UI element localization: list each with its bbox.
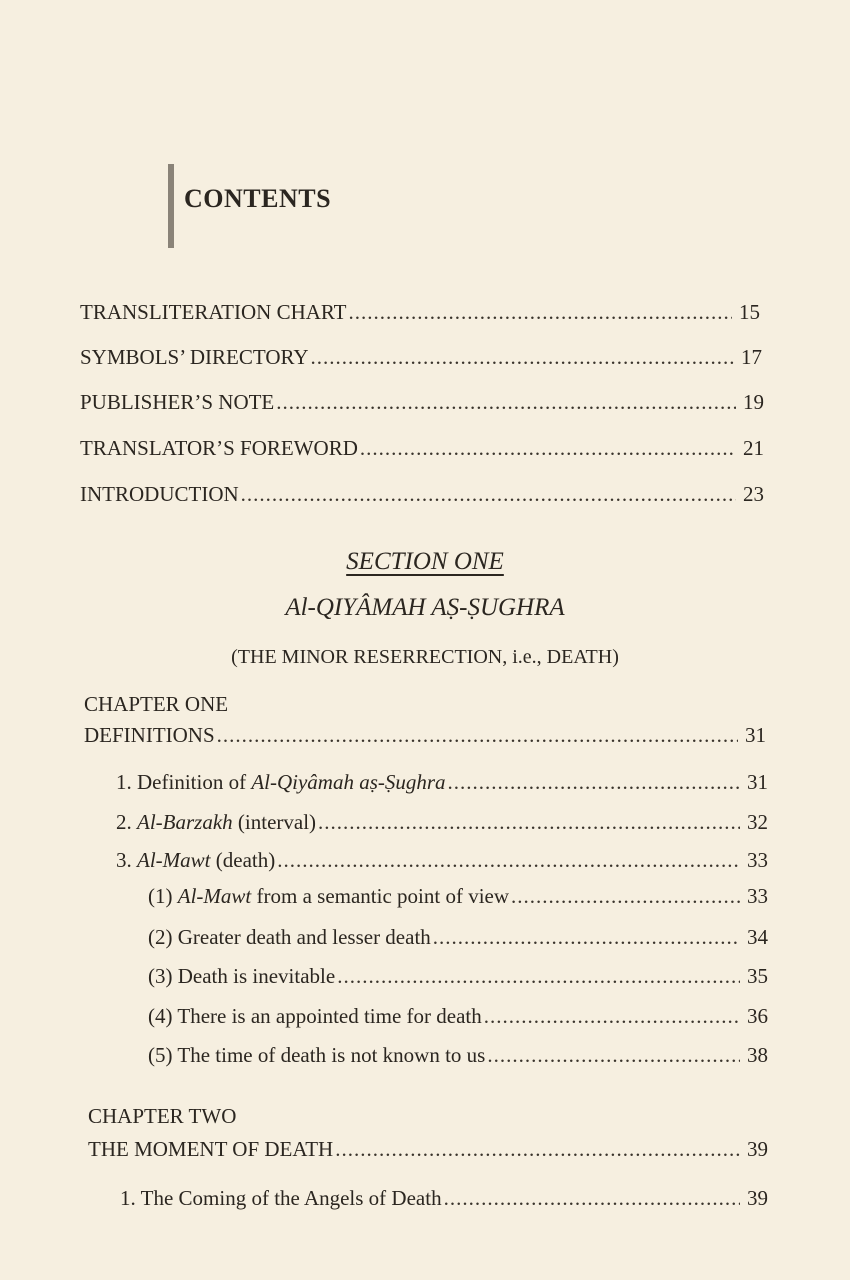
toc-entry-label bbox=[116, 810, 316, 835]
toc-entry-page: 35 bbox=[747, 964, 768, 988]
toc-entry-page: 36 bbox=[747, 1004, 768, 1028]
chapter-heading: CHAPTER ONE bbox=[84, 692, 229, 716]
toc-entry-label bbox=[148, 1004, 482, 1029]
toc-entry bbox=[148, 1043, 768, 1073]
toc-entry-page: 39 bbox=[747, 1137, 768, 1161]
toc-entry bbox=[148, 925, 768, 955]
item-number: 1. bbox=[116, 770, 132, 794]
item-text: Definition of bbox=[137, 770, 252, 794]
item-italic-text: Al-Mawt bbox=[137, 848, 211, 872]
toc-entry-page: 15 bbox=[739, 300, 760, 324]
toc-entry-label: DEFINITIONS bbox=[84, 723, 215, 747]
toc-entry bbox=[148, 884, 768, 914]
dot-leader bbox=[511, 884, 740, 909]
toc-entry-label bbox=[116, 770, 446, 795]
item-italic-text: Al-Mawt bbox=[177, 884, 252, 908]
dot-leader bbox=[448, 770, 740, 795]
item-text: There is an appointed time for death bbox=[177, 1004, 482, 1028]
dot-leader bbox=[241, 482, 736, 507]
toc-entry-page: 23 bbox=[743, 482, 764, 506]
toc-entry-label bbox=[148, 884, 509, 909]
toc-entry bbox=[80, 436, 764, 466]
item-text: (interval) bbox=[232, 810, 317, 834]
toc-entry-label bbox=[148, 925, 431, 950]
dot-leader bbox=[335, 1137, 740, 1162]
dot-leader bbox=[348, 300, 732, 325]
toc-entry bbox=[80, 300, 760, 330]
dot-leader bbox=[217, 723, 738, 748]
dot-leader bbox=[487, 1043, 740, 1068]
toc-entry-label bbox=[120, 1186, 442, 1211]
item-number: 3. bbox=[116, 848, 132, 872]
toc-entry-page: 32 bbox=[747, 810, 768, 834]
section-heading-text: SECTION ONE bbox=[346, 548, 504, 575]
item-number: 2. bbox=[116, 810, 132, 834]
toc-entry-label: INTRODUCTION bbox=[80, 482, 239, 506]
dot-leader bbox=[276, 390, 736, 415]
dot-leader bbox=[318, 810, 740, 835]
dot-leader bbox=[311, 345, 734, 370]
item-text: from a semantic point of view bbox=[251, 884, 510, 908]
item-text: The Coming of the Angels of Death bbox=[140, 1186, 442, 1210]
dot-leader bbox=[433, 925, 740, 950]
chapter-heading: CHAPTER TWO bbox=[88, 1104, 237, 1128]
toc-entry bbox=[80, 390, 764, 420]
dot-leader bbox=[337, 964, 740, 989]
toc-entry-page: 33 bbox=[747, 884, 768, 908]
item-number: (3) bbox=[148, 964, 173, 988]
section-heading bbox=[0, 548, 850, 576]
item-text: Death is inevitable bbox=[177, 964, 336, 988]
toc-entry-page: 19 bbox=[743, 390, 764, 414]
dot-leader bbox=[484, 1004, 740, 1029]
dot-leader bbox=[277, 848, 740, 873]
toc-entry bbox=[116, 848, 768, 878]
toc-entry-label: THE MOMENT OF DEATH bbox=[88, 1137, 334, 1161]
item-italic-text: Al-Barzakh bbox=[137, 810, 233, 834]
toc-entry bbox=[88, 1137, 768, 1167]
dot-leader bbox=[444, 1186, 740, 1211]
toc-entry-label bbox=[148, 964, 335, 989]
item-italic-text: Al-Qiyâmah aṣ-Ṣughra bbox=[251, 770, 446, 794]
toc-entry bbox=[120, 1186, 768, 1216]
toc-entry bbox=[80, 482, 764, 512]
toc-entry-label: SYMBOLS’ DIRECTORY bbox=[80, 345, 309, 369]
toc-entry-page: 39 bbox=[747, 1186, 768, 1210]
item-number: 1. bbox=[120, 1186, 136, 1210]
page-title: CONTENTS bbox=[184, 184, 332, 213]
item-number: (2) bbox=[148, 925, 173, 949]
toc-entry-label: TRANSLITERATION CHART bbox=[80, 300, 347, 324]
toc-entry-label: TRANSLATOR’S FOREWORD bbox=[80, 436, 358, 460]
item-text: The time of death is not known to us bbox=[177, 1043, 486, 1067]
dot-leader bbox=[360, 436, 736, 461]
toc-entry bbox=[148, 964, 768, 994]
toc-entry-page: 38 bbox=[747, 1043, 768, 1067]
item-number: (5) bbox=[148, 1043, 173, 1067]
section-subtitle: Al-QIYÂMAH AṢ-ṢUGHRA bbox=[285, 594, 565, 621]
item-number: (4) bbox=[148, 1004, 173, 1028]
title-accent-bar bbox=[168, 164, 174, 248]
toc-entry-page: 34 bbox=[747, 925, 768, 949]
toc-entry-page: 21 bbox=[743, 436, 764, 460]
toc-entry bbox=[148, 1004, 768, 1034]
toc-entry bbox=[116, 810, 768, 840]
toc-entry bbox=[116, 770, 768, 800]
toc-entry-label: PUBLISHER’S NOTE bbox=[80, 390, 275, 414]
toc-entry-label bbox=[148, 1043, 485, 1068]
toc-entry-label bbox=[116, 848, 275, 873]
toc-entry-page: 31 bbox=[745, 723, 766, 747]
item-text: (death) bbox=[210, 848, 276, 872]
toc-entry-page: 17 bbox=[741, 345, 762, 369]
item-text: Greater death and lesser death bbox=[177, 925, 431, 949]
toc-entry-page: 33 bbox=[747, 848, 768, 872]
toc-entry-page: 31 bbox=[747, 770, 768, 794]
section-parenthetical: (THE MINOR RESERRECTION, i.e., DEATH) bbox=[231, 646, 619, 668]
toc-entry bbox=[84, 723, 766, 753]
toc-entry bbox=[80, 345, 762, 375]
item-number: (1) bbox=[148, 884, 173, 908]
